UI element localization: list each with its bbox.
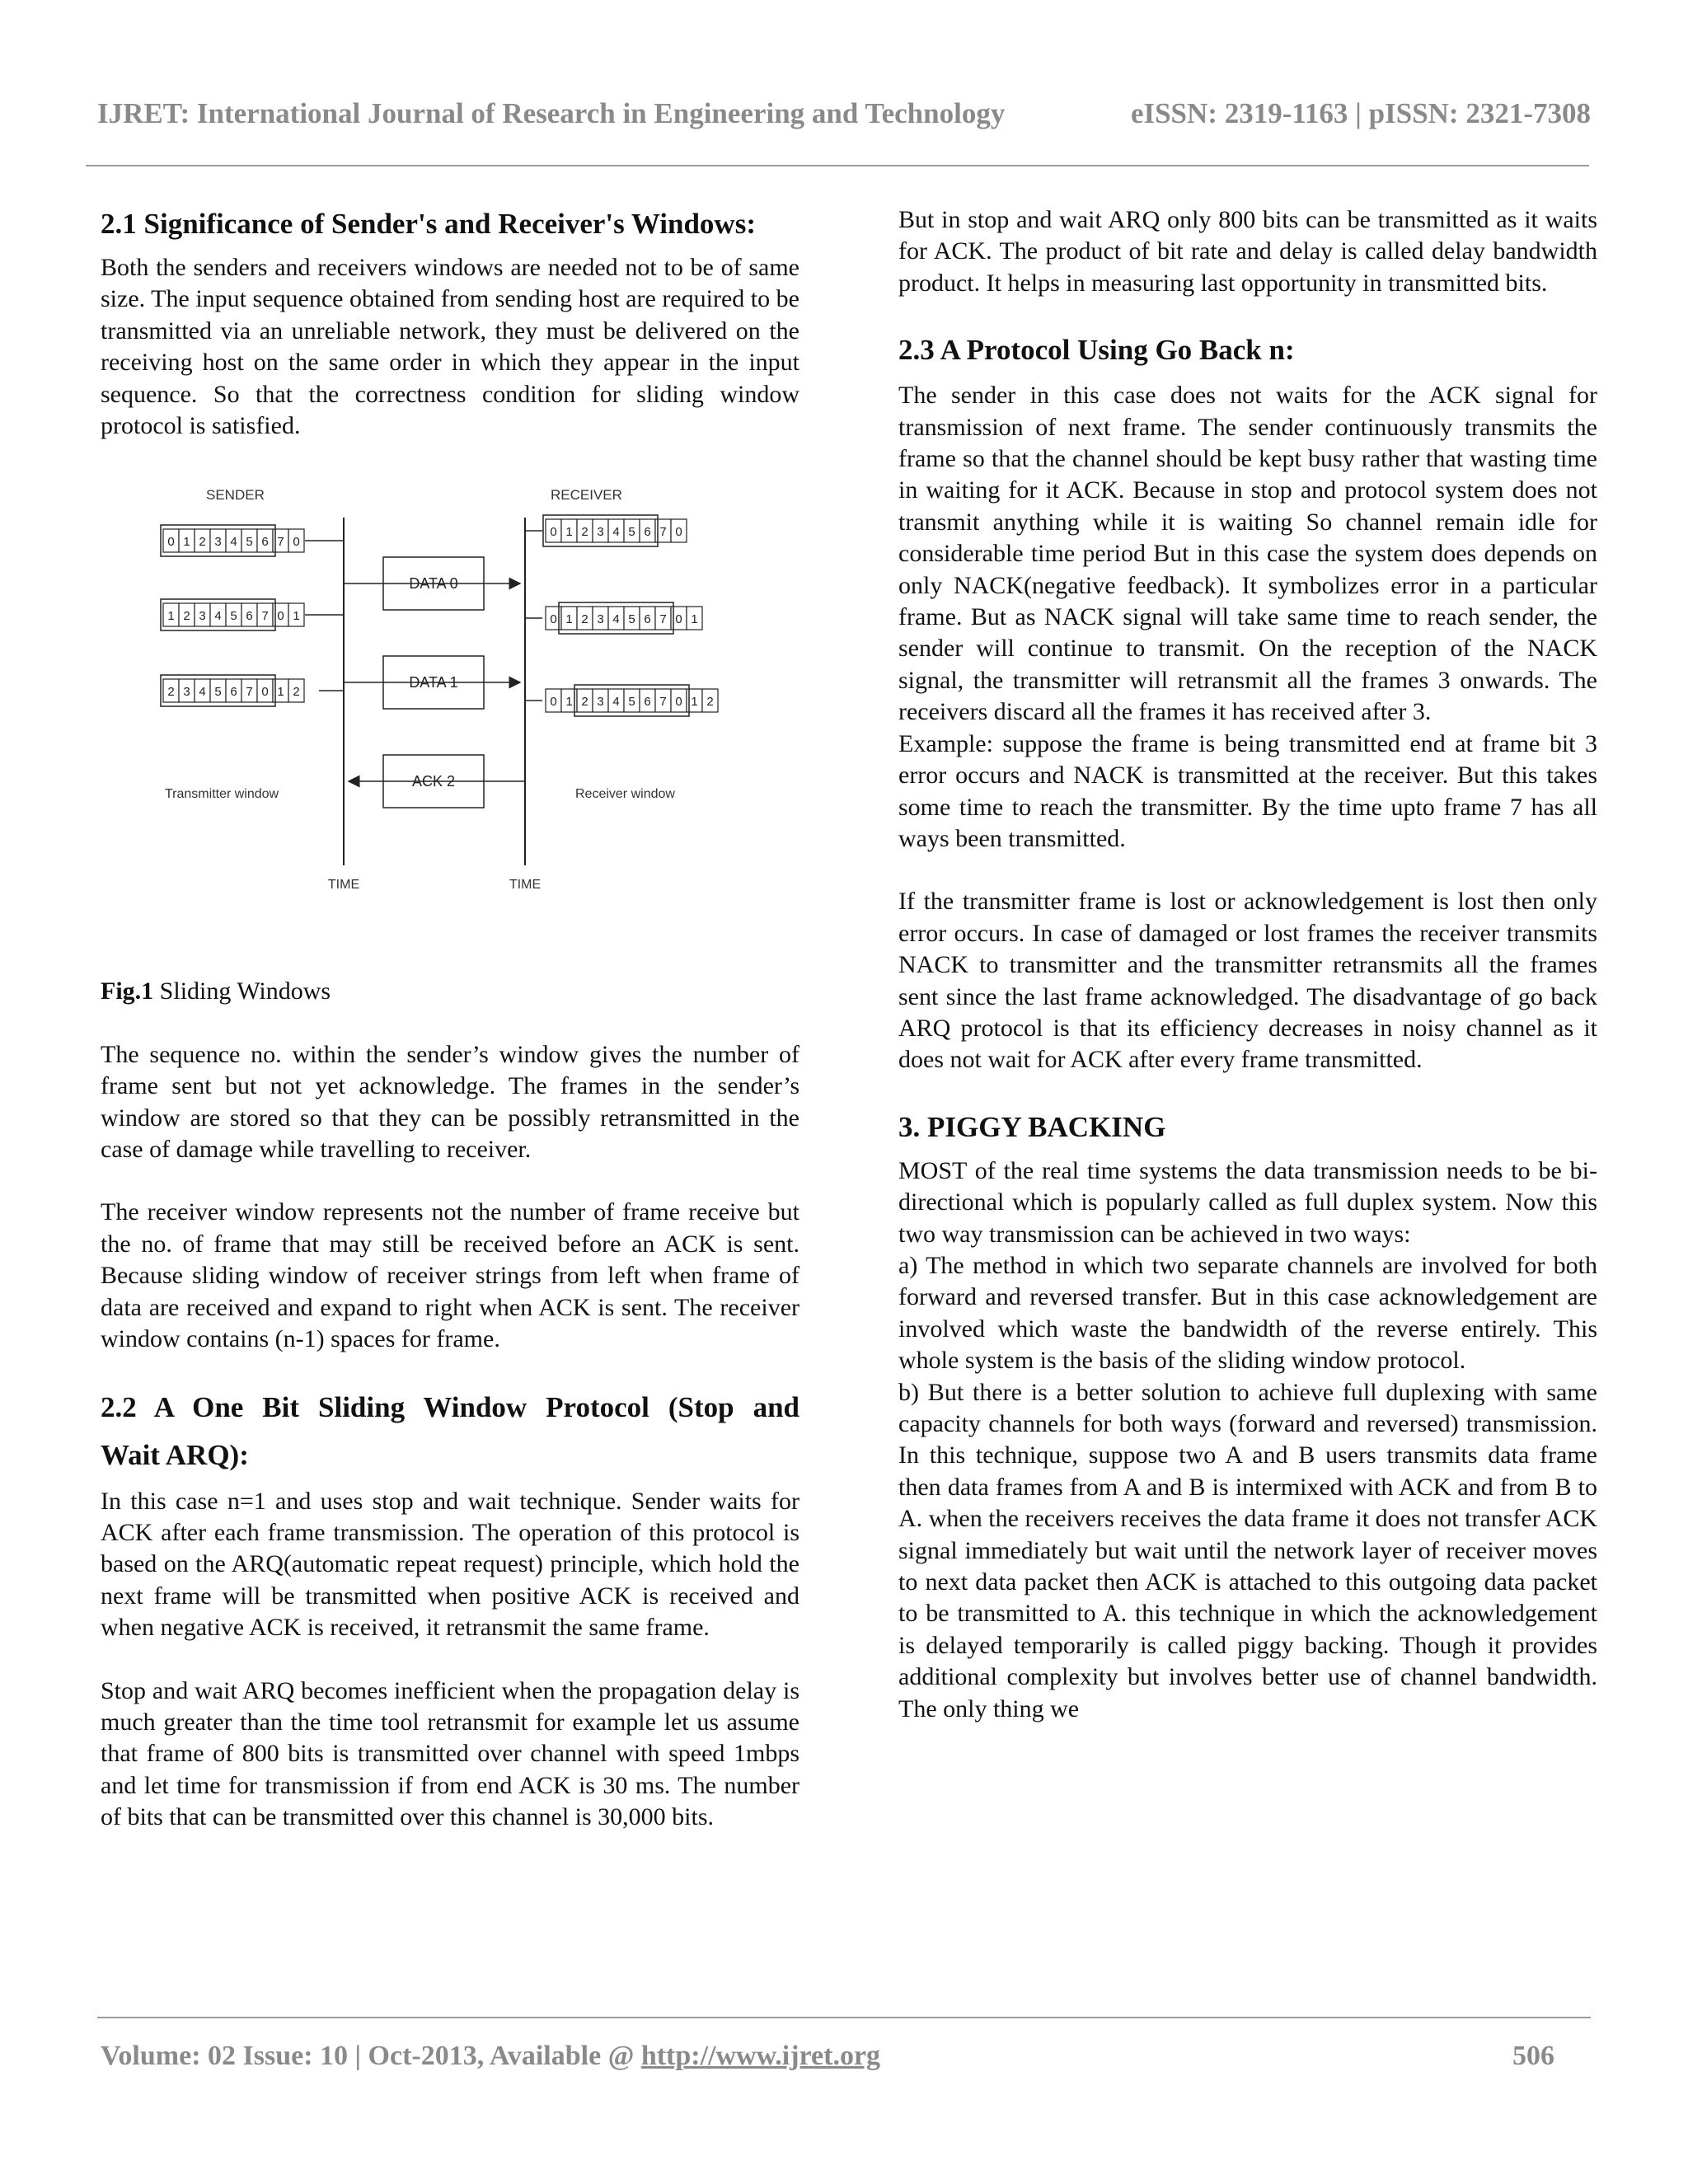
receiver-frame-number: 1: [565, 525, 573, 540]
sender-frame-number: 5: [246, 535, 253, 550]
receiver-frame-number: 2: [706, 695, 714, 710]
receiver-frame-rows: [543, 515, 718, 716]
journal-title: IJRET: International Journal of Research in Engineering and Technology: [97, 97, 1006, 129]
sender-frame-number: 5: [214, 685, 222, 700]
receiver-frame-number: 3: [597, 525, 604, 540]
sender-frame-number: 1: [277, 685, 284, 700]
receiver-frame-number: 5: [628, 612, 635, 627]
sender-frame-rows: [161, 525, 304, 706]
receiver-window-label: Receiver window: [575, 787, 675, 802]
sender-frame-number: 0: [277, 609, 284, 624]
receiver-frame-number: 5: [628, 525, 635, 540]
receiver-frame-number: 3: [597, 695, 604, 710]
journal-link[interactable]: http://www.ijret.org: [640, 2041, 881, 2071]
receiver-frame-number: 4: [612, 612, 620, 627]
sender-frame-number: 2: [167, 685, 175, 700]
footer-volume: [101, 2041, 880, 2072]
data1-label: DATA 1: [409, 674, 458, 691]
sender-frame-number: 5: [230, 609, 237, 624]
receiver-frame-number: 3: [597, 612, 604, 627]
receiver-frame-number: 2: [581, 695, 588, 710]
caption-text: Sliding Windows: [153, 977, 331, 1005]
section-2-3-title: 2.3 A Protocol Using Go Back n:: [898, 334, 1295, 367]
receiver-frame-number: 6: [644, 525, 651, 540]
receiver-frame-number: 1: [565, 612, 573, 627]
sender-frame-number: 7: [277, 535, 284, 550]
sender-frame-number: 4: [214, 609, 222, 624]
receiver-frame-number: 0: [550, 525, 557, 540]
sender-frame-number: 6: [246, 609, 253, 624]
section-2-1-title: 2.1 Significance of Sender's and Receiver's Windows:: [101, 208, 756, 240]
receiver-frame-number: 4: [612, 695, 620, 710]
sender-frame-number: 6: [261, 535, 269, 550]
receiver-frame-number: 1: [691, 695, 698, 710]
figure-caption: [101, 976, 799, 1007]
sender-frame-number: 1: [167, 609, 175, 624]
section-3-paragraph-b: b) But there is a better solution to achieve full duplexing with same capacity channels for both ways (forward and reversed) transmission. In this technique, suppose two A and B users transmits data frame then data frames from A and B is intermixed with ACK and from B to A. when the receivers receives the data frame it does not transfer ACK signal immediately but wait until the network layer of receiver moves to next data packet then ACK is attached to this outgoing data packet to be transmitted to A. this technique in which the acknowledgement is delayed temporarily is called piggy backing. Though it provides additional complexity but involves better use of channel bandwidth. The only thing we: [898, 1378, 1597, 1722]
receiver-label: RECEIVER: [551, 487, 622, 504]
sender-frame-number: 6: [230, 685, 237, 700]
section-2-2-paragraph-1: In this case n=1 and uses stop and wait technique. Sender waits for ACK after each frame transmission. The operation of this protocol is based on the ARQ(automatic repeat request) principle, which hold the next frame will be transmitted when positive ACK is received and when negative ACK is received, it retransmit the same frame.: [101, 1487, 799, 1642]
sender-window-paragraph: The sequence no. within the sender’s window gives the number of frame sent but not yet acknowledge. The frames in the sender’s window are stored so that they can be possibly retransmitted in the case of damage while travelling to receiver.: [101, 1040, 799, 1164]
receiver-frame-number: 0: [675, 612, 682, 627]
receiver-frame-number: 7: [659, 695, 667, 710]
section-2-1-paragraph: Both the senders and receivers windows are needed not to be of same size. The input sequence obtained from sending host are required to be transmitted via an unreliable network, they must be delivered on the receiving host on the same order in which they appear in the input sequence. So that the correctness condition for sliding window protocol is satisfied.: [101, 254, 799, 440]
time-label-receiver: TIME: [509, 878, 542, 893]
continued-paragraph: But in stop and wait ARQ only 800 bits can be transmitted as it waits for ACK. The product of bit rate and delay is called delay bandwidth product. It helps in measuring last opportunity in transmitted bits.: [898, 206, 1597, 297]
ack2-label: ACK 2: [411, 773, 456, 790]
sender-frame-number: 3: [199, 609, 206, 624]
section-2-3-paragraph-2: Example: suppose the frame is being transmitted end at frame bit 3 error occurs and NACK is transmitted at the receiver. But this takes some time to reach the transmitter. By the time upto frame 7 has all ways been transmitted.: [898, 729, 1597, 852]
data0-label: DATA 0: [409, 575, 458, 593]
left-column: [101, 206, 799, 1834]
receiver-frame-number: 1: [691, 612, 698, 627]
section-2-2-title-line1: 2.2 A One Bit Sliding Window Protocol (Stop and: [101, 1390, 799, 1423]
sender-frame-number: 0: [167, 535, 175, 550]
footer-rule: [97, 2017, 1591, 2018]
sender-frame-number: 4: [230, 535, 237, 550]
sender-frame-number: 0: [293, 535, 300, 550]
sender-frame-number: 3: [183, 685, 190, 700]
receiver-window-paragraph: The receiver window represents not the number of frame receive but the no. of frame that may still be received before an ACK is sent. Because sliding window of receiver strings from left when frame of data are received and expand to right when ACK is sent. The receiver window contains (n-1) spaces for frame.: [101, 1198, 799, 1353]
sender-frame-number: 0: [261, 685, 269, 700]
receiver-frame-number: 0: [550, 695, 557, 710]
time-label-sender: TIME: [327, 878, 360, 893]
sender-frame-number: 7: [261, 609, 269, 624]
section-2-2-paragraph-2: Stop and wait ARQ becomes inefficient when the propagation delay is much greater than the time tool retransmit for example let us assume that frame of 800 bits is transmitted over channel with speed 1mbps and let time for transmission if from end ACK is 30 ms. The number of bits that can be transmitted over this channel is 30,000 bits.: [101, 1676, 799, 1831]
section-3-paragraph-a: a) The method in which two separate channels are involved for both forward and reversed transfer. But in this case acknowledgement are involved which waste the bandwidth of the reverse entirely. This whole system is the basis of the sliding window protocol.: [898, 1251, 1597, 1375]
sender-frame-number: 1: [183, 535, 190, 550]
receiver-frame-number: 0: [550, 612, 557, 627]
section-2-3-paragraph-1: The sender in this case does not waits for the ACK signal for transmission of next frame. The sender continuously transmits the frame so that the channel should be kept busy rather that wasting time in waiting for it ACK. Because in stop and protocol system does not transmit anything while it is waiting So channel remain idle for considerable time period But in this case the system does depends on only NACK(negative feedback). It symbolizes error in a particular frame. But as NACK signal will take same time to reach sender, the sender will continue to transmit. On the reception of the NACK signal, the transmitter will retransmit all the frames 3 onwards. The receivers discard all the frames it has received after 3.: [898, 382, 1597, 726]
footer-volume-text: Volume: 02 Issue: 10 | Oct-2013, Available @: [101, 2041, 641, 2071]
sender-frame-number: 7: [246, 685, 253, 700]
receiver-frame-number: 6: [644, 612, 651, 627]
section-3-paragraph-1: MOST of the real time systems the data transmission needs to be bi-directional which is popularly called as full duplex system. Now this two way transmission can be achieved in two ways:: [898, 1156, 1597, 1248]
page-number: 506: [1512, 2041, 1554, 2071]
sliding-windows-figure: [101, 485, 799, 946]
issn: eISSN: 2319-1163 | pISSN: 2321-7308: [1130, 97, 1591, 129]
sender-frame-number: 2: [183, 609, 190, 624]
sender-frame-number: 4: [199, 685, 206, 700]
receiver-frame-number: 6: [644, 695, 651, 710]
receiver-frame-number: 0: [675, 525, 682, 540]
header-rule: [86, 165, 1589, 166]
receiver-frame-number: 2: [581, 525, 588, 540]
sender-frame-number: 1: [293, 609, 300, 624]
transmitter-window-label: Transmitter window: [165, 787, 279, 802]
section-2-2-title-line2: Wait ARQ):: [101, 1438, 249, 1471]
sender-frame-number: 2: [293, 685, 300, 700]
section-2-3-paragraph-3: If the transmitter frame is lost or acknowledgement is lost then only error occurs. In case of damaged or lost frames the receiver transmits NACK to transmitter and the transmitter retransmits all the frames sent since the last frame acknowledged. The disadvantage of go back ARQ protocol is that its efficiency decreases in noisy channel as it does not wait for ACK after every frame transmitted.: [898, 888, 1597, 1074]
right-column: [898, 204, 1597, 1725]
receiver-frame-number: 7: [659, 525, 667, 540]
caption-label: Fig.1: [101, 977, 154, 1005]
receiver-frame-number: 1: [565, 695, 573, 710]
sender-frame-number: 3: [214, 535, 222, 550]
running-footer: [101, 2041, 1554, 2072]
section-3-title: 3. PIGGY BACKING: [898, 1110, 1166, 1143]
receiver-frame-number: 2: [581, 612, 588, 627]
sliding-windows-diagram: [101, 485, 799, 913]
receiver-frame-number: 7: [659, 612, 667, 627]
running-header: [97, 97, 1591, 130]
sender-frame-number: 2: [199, 535, 206, 550]
receiver-frame-number: 0: [675, 695, 682, 710]
sender-label: SENDER: [206, 487, 265, 504]
receiver-frame-number: 5: [628, 695, 635, 710]
receiver-frame-number: 4: [612, 525, 620, 540]
